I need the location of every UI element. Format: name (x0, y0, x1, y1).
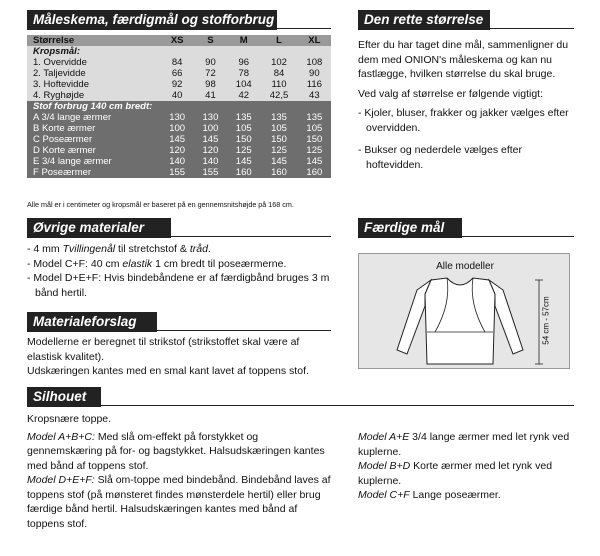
size-bullet-2: - Bukser og nederdele vælges efter hoftevidden. (358, 144, 523, 171)
row-label: C Poseærmer (33, 134, 93, 145)
top-sketch-icon (359, 254, 571, 370)
silhouette-intro: Kropsnære toppe. (27, 413, 112, 425)
table-cell: 160 (306, 167, 323, 178)
materials-header-line (27, 236, 331, 237)
text-span-italic: tråd (189, 243, 208, 255)
row-label: B Korte ærmer (33, 123, 96, 134)
table-cell: 42 (238, 90, 250, 101)
sleeve-model-cf (358, 488, 574, 503)
table-cell: 145 (235, 156, 252, 167)
text-span-italic: Tvillingenål (62, 243, 116, 255)
table-header-row (27, 35, 331, 46)
silhouette-header-line (27, 405, 574, 406)
size-text (358, 38, 574, 172)
table-cell: 96 (238, 57, 250, 68)
measure-header-line (27, 28, 331, 29)
size-header-title: Den rette størrelse (364, 12, 484, 27)
table-cell: 120 (202, 145, 219, 156)
table-cell: 125 (271, 145, 287, 156)
table-cell: 92 (171, 79, 183, 90)
table-cell: 125 (306, 145, 323, 156)
text-span: 1 cm bredt til poseærmerne. (152, 257, 287, 270)
table-cell: 120 (169, 145, 186, 156)
table-cell: 40 (171, 90, 183, 101)
table-header-cell: M (239, 35, 248, 46)
table-cell: 150 (306, 134, 323, 145)
table-row (27, 134, 331, 145)
size-paragraph-1: Efter du har taget dine mål, sammenligner du dem med ONION's måleskema og kan nu fastlægge, hvilken størrelse du skal bruge. (358, 39, 569, 80)
size-table (27, 35, 331, 178)
size-header (358, 10, 490, 30)
row-label: F Poseærmer (33, 167, 92, 178)
materials-header (27, 218, 171, 238)
table-subheading-row (27, 101, 331, 112)
silhouette-header-title: Silhouet (33, 389, 87, 404)
table-header-cell: L (276, 35, 282, 46)
measure-header (27, 10, 277, 30)
table-row (27, 123, 331, 134)
table-cell: 145 (202, 134, 219, 145)
finished-header (358, 218, 462, 238)
fabric-paragraph-1: Modellerne er beregnet til strikstof (strikstoffet skal være af elastisk kvalitet). (27, 336, 300, 363)
table-row (27, 167, 331, 178)
silhouette-model-abc (27, 430, 333, 474)
table-cell: 155 (202, 167, 219, 178)
table-cell: 98 (205, 79, 216, 90)
table-cell: 108 (306, 57, 323, 68)
measure-header-title: Måleskema, færdigmål og stofforbrug (33, 12, 275, 27)
table-cell: 155 (169, 167, 186, 178)
fabric-header (27, 312, 157, 332)
text-span: . (207, 243, 211, 255)
table-cell: 66 (171, 68, 183, 79)
table-subheading-row (27, 46, 331, 57)
model-label: Model D+E+F: (27, 474, 95, 486)
table-cell: 72 (205, 68, 216, 79)
table-cell: 145 (169, 134, 186, 145)
silhouette-model-def (27, 473, 333, 531)
table-header-cell: Størrelse (33, 35, 75, 46)
sleeve-model-bd (358, 459, 574, 488)
table-cell: 100 (169, 123, 186, 134)
table-row (27, 79, 331, 90)
table-cell: 105 (271, 123, 287, 134)
diagram-measure: 54 cm - 57cm (541, 296, 551, 345)
table-row (27, 90, 331, 101)
fabric-paragraph-2: Udskæringen kantes med en smal kant lavet af toppens stof. (27, 365, 309, 377)
table-cell: 116 (306, 79, 322, 90)
table-cell: 104 (235, 79, 252, 90)
table-cell: 78 (238, 68, 250, 79)
fabric-usage-heading: Stof forbrug 140 cm bredt: (33, 101, 153, 112)
text-span: til stretchstof & (115, 243, 190, 255)
table-cell: 150 (235, 134, 252, 145)
model-label: Model B+D (358, 460, 411, 472)
table-cell: 150 (271, 134, 287, 145)
model-text: Slå om-toppe med bindebånd. Bindebånd laves af toppens stof (på mønsteret findes mønsterdele hertil) eller brug færdige bånd hertil. Halsudskæringen kantes med bånd af toppens stof. (27, 474, 331, 530)
table-header-cell: XS (170, 35, 184, 46)
materials-text (27, 242, 333, 300)
table-header-cell: XL (308, 35, 321, 46)
finished-header-line (358, 236, 574, 237)
model-label: Model A+E (358, 431, 410, 443)
table-cell: 135 (306, 112, 323, 123)
garment-diagram (358, 253, 570, 369)
table-cell: 105 (235, 123, 252, 134)
text-span: - Model C+F: 40 cm (27, 257, 123, 270)
table-note: Alle mål er i centimeter og kropsmål er baseret på en gennemsnitshøjde på 168 cm. (27, 200, 294, 209)
finished-header-title: Færdige mål (364, 220, 445, 235)
table-cell: 160 (235, 167, 252, 178)
text-span: - 4 mm (27, 243, 63, 255)
table-cell: 43 (309, 90, 320, 101)
row-label: 4. Ryghøjde (33, 90, 85, 101)
size-header-line (358, 28, 574, 29)
table-cell: 125 (235, 145, 252, 156)
row-label: 2. Taljevidde (33, 68, 86, 79)
table-cell: 130 (169, 112, 186, 123)
materials-line-2 (27, 257, 333, 272)
size-paragraph-2: Ved valg af størrelse er følgende vigtigt: (358, 87, 544, 100)
table-cell: 160 (271, 167, 287, 178)
silhouette-header (27, 387, 101, 407)
table-row (27, 156, 331, 167)
table-cell: 42,5 (269, 90, 289, 101)
table-row (27, 68, 331, 79)
model-label: Model A+B+C: (27, 430, 95, 443)
table-cell: 41 (205, 90, 216, 101)
table-cell: 130 (202, 112, 219, 123)
table-cell: 140 (169, 156, 186, 167)
table-cell: 102 (271, 57, 287, 68)
model-text: 3/4 lange ærmer med let rynk ved kuplerne. (358, 431, 570, 458)
sleeve-model-ae (358, 430, 574, 459)
model-text: Korte ærmer med let rynk ved kuplerne. (358, 460, 553, 487)
silhouette-text-left (27, 412, 333, 531)
table-cell: 105 (306, 123, 323, 134)
table-header-cell: S (207, 35, 214, 46)
row-label: A 3/4 lange ærmer (33, 112, 112, 123)
table-cell: 135 (235, 112, 252, 123)
diagram-label: Alle modeller (436, 261, 494, 272)
body-measure-heading: Kropsmål: (33, 46, 80, 57)
size-bullet-1: - Kjoler, bluser, frakker og jakker vælges efter overvidden. (358, 107, 569, 134)
text-span-italic: elastik (122, 257, 153, 270)
row-label: D Korte ærmer (33, 145, 96, 156)
fabric-header-title: Materialeforslag (33, 314, 137, 329)
table-cell: 110 (271, 79, 287, 90)
table-cell: 145 (306, 156, 323, 167)
table-row (27, 145, 331, 156)
table-cell: 100 (202, 123, 219, 134)
table-cell: 140 (202, 156, 219, 167)
table-cell: 84 (171, 57, 183, 68)
table-cell: 145 (271, 156, 287, 167)
row-label: E 3/4 lange ærmer (33, 156, 112, 167)
row-label: 1. Overvidde (33, 57, 87, 68)
table-row (27, 112, 331, 123)
model-label: Model C+F (358, 489, 410, 501)
table-cell: 90 (309, 68, 320, 79)
fabric-text (27, 335, 337, 379)
model-text: Med slå om-effekt på forstykket og gennemskæring på for- og bagstykket. Halsudskæringen kantes med bånd af toppens stof. (27, 430, 325, 472)
model-text: Lange poseærmer. (409, 489, 501, 501)
table-cell: 84 (273, 68, 285, 79)
silhouette-text-right (358, 430, 574, 503)
table-cell: 135 (271, 112, 287, 123)
table-row (27, 57, 331, 68)
materials-header-title: Øvrige materialer (33, 220, 145, 235)
row-label: 3. Hoftevidde (33, 79, 89, 90)
table-cell: 90 (205, 57, 216, 68)
materials-line-1 (27, 242, 333, 257)
materials-line-3: - Model D+E+F: Hvis bindebåndene er af færdigbånd bruges 3 m bånd hertil. (27, 272, 330, 299)
fabric-header-line (27, 330, 331, 331)
